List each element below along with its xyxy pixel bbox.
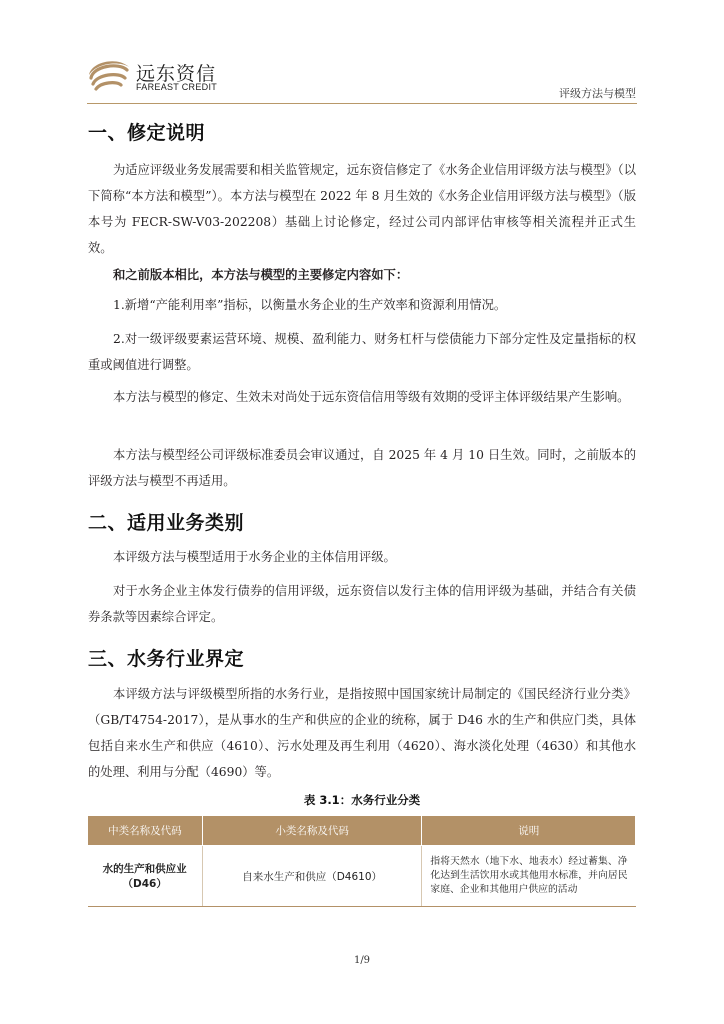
section-3-paragraph-1: 本评级方法与评级模型所指的水务行业，是指按照中国国家统计局制定的《国民经济行业分类》（GB/T4754-2017），是从事水的生产和供应的企业的统称，属于 D46 水的生产和供应门类，具体包括自来水生产和供应（4610）、污水处理及再生利用（4620）、海水淡化处理（4630）和其他水的处理、利用与分配（4690）等。: [88, 687, 636, 779]
section-1-paragraph-1: 为适应评级业务发展需要和相关监管规定，远东资信修定了《水务企业信用评级方法与模型》（以下简称“本方法和模型”）。本方法与模型在 2022 年 8 月生效的《水务企业信用评级方法与模型》（版本号为 FECR-SW-V03-202208）基础上讨论修定，经过公司内部评估审核等相关流程并正式生效。: [88, 163, 636, 255]
column-header-small-class: 小类名称及代码: [202, 816, 422, 846]
company-logo: [87, 58, 227, 94]
section-1-paragraph-6: 本方法与模型经公司评级标准委员会审议通过，自 2025 年 4 月 10 日生效。同时，之前版本的评级方法与模型不再适用。: [88, 448, 636, 488]
document-title: 评级方法与模型: [559, 87, 636, 100]
table-header-row: [88, 816, 636, 846]
table-row: [88, 846, 636, 907]
logo-text-cn: 远东资信: [136, 63, 217, 85]
section-1-paragraph-2: 和之前版本相比，本方法与模型的主要修定内容如下：: [113, 268, 409, 282]
section-1-heading: 一、修定说明: [88, 122, 206, 144]
cell-middle-class: 水的生产和供应业（D46）: [88, 846, 203, 907]
section-3-heading: 三、水务行业界定: [88, 648, 245, 670]
column-header-description: 说明: [422, 816, 636, 846]
section-2-paragraph-1: 本评级方法与模型适用于水务企业的主体信用评级。: [113, 550, 396, 564]
header-divider: [87, 103, 637, 104]
section-2-paragraph-2: 对于水务企业主体发行债券的信用评级，远东资信以发行主体的信用评级为基础，并结合有关债券条款等因素综合评定。: [88, 584, 636, 624]
section-1-paragraph-5: 本方法与模型的修定、生效未对尚处于远东资信信用等级有效期的受评主体评级结果产生影响。: [113, 390, 630, 404]
fareast-logo-icon: [87, 58, 131, 94]
water-industry-classification-table: [87, 815, 636, 907]
cell-small-class: 自来水生产和供应（D4610）: [202, 846, 422, 907]
section-1-paragraph-3: 1.新增“产能利用率”指标，以衡量水务企业的生产效率和资源利用情况。: [113, 298, 507, 312]
logo-text-en: FAREAST CREDIT: [136, 82, 218, 92]
page-number: 1/9: [353, 955, 371, 966]
cell-description: 指将天然水（地下水、地表水）经过蓄集、净化达到生活饮用水或其他用水标准，并向居民家庭、企业和其他用户供应的活动: [422, 846, 636, 907]
table-caption: 表 3.1：水务行业分类: [303, 793, 421, 807]
section-2-heading: 二、适用业务类别: [88, 512, 245, 534]
column-header-middle-class: 中类名称及代码: [88, 816, 203, 846]
section-1-paragraph-4: 2.对一级评级要素运营环境、规模、盈利能力、财务杠杆与偿债能力下部分定性及定量指标的权重或阈值进行调整。: [88, 332, 636, 372]
